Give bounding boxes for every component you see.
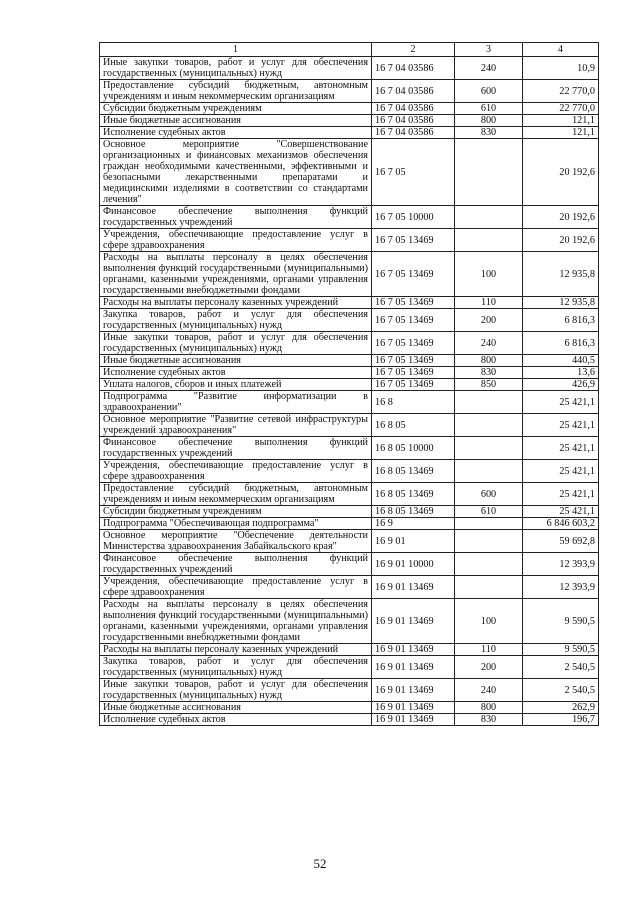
row-amount-cell: 9 590,5	[523, 644, 599, 656]
table-row	[100, 599, 599, 644]
row-expense-type-cell: 800	[455, 115, 523, 127]
row-name-cell: Иные бюджетные ассигнования	[100, 355, 372, 367]
row-code-cell: 16 9 01 13469	[372, 576, 455, 599]
row-expense-type-cell: 200	[455, 309, 523, 332]
row-amount-cell: 25 421,1	[523, 437, 599, 460]
table-row	[100, 206, 599, 229]
row-code-cell: 16 7 05 10000	[372, 206, 455, 229]
row-code-cell: 16 9 01 13469	[372, 656, 455, 679]
row-code-cell: 16 7 04 03586	[372, 57, 455, 80]
row-name-cell: Основное мероприятие "Совершенствование организационных и финансовых механизмов обеспечения граждан необходимыми качественными, эффективными и безопасными лекарственными препаратами и медицинскими изделиями в соответствии со стандартами лечения"	[100, 139, 372, 206]
row-name-cell: Расходы на выплаты персоналу в целях обеспечения выполнения функций государственными (муниципальными) органами, казенными учреждениями, органами управления государственными внебюджетными фондами	[100, 252, 372, 297]
row-name-cell: Основное мероприятие "Развитие сетевой инфраструктуры учреждений здравоохранения"	[100, 414, 372, 437]
row-expense-type-cell: 110	[455, 644, 523, 656]
row-name-cell: Предоставление субсидий бюджетным, автономным учреждениям и иным некоммерческим организациям	[100, 483, 372, 506]
row-expense-type-cell: 200	[455, 656, 523, 679]
row-name-cell: Исполнение судебных актов	[100, 367, 372, 379]
column-header: 2	[372, 43, 455, 57]
row-code-cell: 16 9 01 13469	[372, 599, 455, 644]
table-row	[100, 115, 599, 127]
table-row	[100, 506, 599, 518]
row-name-cell: Финансовое обеспечение выполнения функций государственных учреждений	[100, 437, 372, 460]
row-expense-type-cell: 610	[455, 103, 523, 115]
row-expense-type-cell	[455, 518, 523, 530]
row-code-cell: 16 9 01	[372, 530, 455, 553]
row-amount-cell: 121,1	[523, 127, 599, 139]
row-code-cell: 16 7 05 13469	[372, 229, 455, 252]
row-amount-cell: 426,9	[523, 379, 599, 391]
row-amount-cell: 25 421,1	[523, 460, 599, 483]
row-name-cell: Финансовое обеспечение выполнения функций государственных учреждений	[100, 206, 372, 229]
row-code-cell: 16 7 04 03586	[372, 115, 455, 127]
table-row	[100, 702, 599, 714]
row-amount-cell: 9 590,5	[523, 599, 599, 644]
table-row	[100, 139, 599, 206]
row-expense-type-cell	[455, 437, 523, 460]
row-name-cell: Подпрограмма "Развитие информатизации в здравоохранении"	[100, 391, 372, 414]
table-row	[100, 530, 599, 553]
row-expense-type-cell: 600	[455, 80, 523, 103]
row-amount-cell: 22 770,0	[523, 80, 599, 103]
row-code-cell: 16 9 01 13469	[372, 644, 455, 656]
row-expense-type-cell	[455, 414, 523, 437]
row-code-cell: 16 8	[372, 391, 455, 414]
row-amount-cell: 20 192,6	[523, 229, 599, 252]
row-name-cell: Расходы на выплаты персоналу казенных учреждений	[100, 297, 372, 309]
row-code-cell: 16 9 01 13469	[372, 714, 455, 726]
row-expense-type-cell	[455, 576, 523, 599]
row-code-cell: 16 8 05 13469	[372, 483, 455, 506]
row-name-cell: Закупка товаров, работ и услуг для обеспечения государственных (муниципальных) нужд	[100, 309, 372, 332]
table-row	[100, 367, 599, 379]
table-row	[100, 644, 599, 656]
table-row	[100, 553, 599, 576]
row-amount-cell: 20 192,6	[523, 206, 599, 229]
row-code-cell: 16 9 01 13469	[372, 702, 455, 714]
row-name-cell: Основное мероприятие "Обеспечение деятельности Министерства здравоохранения Забайкальского края"	[100, 530, 372, 553]
row-amount-cell: 59 692,8	[523, 530, 599, 553]
row-code-cell: 16 9 01 10000	[372, 553, 455, 576]
row-amount-cell: 12 935,8	[523, 297, 599, 309]
table-row	[100, 414, 599, 437]
row-name-cell: Иные закупки товаров, работ и услуг для обеспечения государственных (муниципальных) нужд	[100, 679, 372, 702]
row-name-cell: Расходы на выплаты персоналу казенных учреждений	[100, 644, 372, 656]
row-name-cell: Финансовое обеспечение выполнения функций государственных учреждений	[100, 553, 372, 576]
row-code-cell: 16 7 05 13469	[372, 379, 455, 391]
row-name-cell: Субсидии бюджетным учреждениям	[100, 506, 372, 518]
row-name-cell: Иные закупки товаров, работ и услуг для обеспечения государственных (муниципальных) нужд	[100, 57, 372, 80]
row-amount-cell: 6 816,3	[523, 332, 599, 355]
row-expense-type-cell: 800	[455, 702, 523, 714]
row-name-cell: Субсидии бюджетным учреждениям	[100, 103, 372, 115]
row-name-cell: Закупка товаров, работ и услуг для обеспечения государственных (муниципальных) нужд	[100, 656, 372, 679]
row-expense-type-cell: 100	[455, 252, 523, 297]
header-row	[100, 43, 599, 57]
row-code-cell: 16 7 04 03586	[372, 103, 455, 115]
budget-table	[99, 42, 599, 726]
row-code-cell: 16 7 05 13469	[372, 355, 455, 367]
row-name-cell: Исполнение судебных актов	[100, 127, 372, 139]
table-row	[100, 229, 599, 252]
column-header: 1	[100, 43, 372, 57]
row-expense-type-cell: 830	[455, 127, 523, 139]
table-row	[100, 103, 599, 115]
table-row	[100, 127, 599, 139]
row-expense-type-cell: 240	[455, 679, 523, 702]
row-expense-type-cell: 850	[455, 379, 523, 391]
row-code-cell: 16 7 05 13469	[372, 367, 455, 379]
row-name-cell: Расходы на выплаты персоналу в целях обеспечения выполнения функций государственными (муниципальными) органами, казенными учреждениями, органами управления государственными внебюджетными фондами	[100, 599, 372, 644]
row-code-cell: 16 7 05 13469	[372, 297, 455, 309]
row-expense-type-cell: 240	[455, 332, 523, 355]
table-row	[100, 391, 599, 414]
table-row	[100, 57, 599, 80]
row-expense-type-cell	[455, 229, 523, 252]
table-row	[100, 437, 599, 460]
row-amount-cell: 2 540,5	[523, 656, 599, 679]
row-code-cell: 16 8 05 10000	[372, 437, 455, 460]
table-row	[100, 714, 599, 726]
row-name-cell: Учреждения, обеспечивающие предоставление услуг в сфере здравоохранения	[100, 460, 372, 483]
row-name-cell: Иные бюджетные ассигнования	[100, 115, 372, 127]
row-name-cell: Подпрограмма "Обеспечивающая подпрограмма"	[100, 518, 372, 530]
row-amount-cell: 121,1	[523, 115, 599, 127]
column-header: 4	[523, 43, 599, 57]
table-row	[100, 460, 599, 483]
row-expense-type-cell	[455, 139, 523, 206]
table-row	[100, 80, 599, 103]
row-expense-type-cell: 830	[455, 367, 523, 379]
row-expense-type-cell	[455, 530, 523, 553]
table-row	[100, 518, 599, 530]
table-row	[100, 332, 599, 355]
row-code-cell: 16 7 05 13469	[372, 332, 455, 355]
row-amount-cell: 12 393,9	[523, 576, 599, 599]
row-amount-cell: 10,9	[523, 57, 599, 80]
table-row	[100, 297, 599, 309]
row-name-cell: Предоставление субсидий бюджетным, автономным учреждениям и иным некоммерческим организациям	[100, 80, 372, 103]
row-amount-cell: 6 846 603,2	[523, 518, 599, 530]
row-amount-cell: 196,7	[523, 714, 599, 726]
row-code-cell: 16 8 05 13469	[372, 460, 455, 483]
row-name-cell: Иные закупки товаров, работ и услуг для обеспечения государственных (муниципальных) нужд	[100, 332, 372, 355]
row-code-cell: 16 7 05	[372, 139, 455, 206]
table-row	[100, 379, 599, 391]
table-row	[100, 656, 599, 679]
row-amount-cell: 20 192,6	[523, 139, 599, 206]
table-row	[100, 576, 599, 599]
row-amount-cell: 25 421,1	[523, 506, 599, 518]
row-name-cell: Исполнение судебных актов	[100, 714, 372, 726]
row-name-cell: Учреждения, обеспечивающие предоставление услуг в сфере здравоохранения	[100, 576, 372, 599]
row-amount-cell: 12 393,9	[523, 553, 599, 576]
row-code-cell: 16 9 01 13469	[372, 679, 455, 702]
row-amount-cell: 440,5	[523, 355, 599, 367]
row-code-cell: 16 7 04 03586	[372, 127, 455, 139]
row-expense-type-cell: 610	[455, 506, 523, 518]
row-expense-type-cell: 240	[455, 57, 523, 80]
row-amount-cell: 13,6	[523, 367, 599, 379]
table-row	[100, 483, 599, 506]
row-amount-cell: 12 935,8	[523, 252, 599, 297]
table-row	[100, 252, 599, 297]
row-amount-cell: 25 421,1	[523, 483, 599, 506]
column-header: 3	[455, 43, 523, 57]
row-name-cell: Учреждения, обеспечивающие предоставление услуг в сфере здравоохранения	[100, 229, 372, 252]
row-expense-type-cell	[455, 553, 523, 576]
row-expense-type-cell: 100	[455, 599, 523, 644]
row-name-cell: Уплата налогов, сборов и иных платежей	[100, 379, 372, 391]
row-expense-type-cell: 110	[455, 297, 523, 309]
table-row	[100, 309, 599, 332]
row-expense-type-cell: 830	[455, 714, 523, 726]
row-amount-cell: 6 816,3	[523, 309, 599, 332]
row-expense-type-cell: 600	[455, 483, 523, 506]
page-number: 52	[313, 856, 327, 871]
row-code-cell: 16 7 05 13469	[372, 252, 455, 297]
row-code-cell: 16 8 05 13469	[372, 506, 455, 518]
row-code-cell: 16 9	[372, 518, 455, 530]
row-code-cell: 16 7 04 03586	[372, 80, 455, 103]
row-amount-cell: 2 540,5	[523, 679, 599, 702]
row-amount-cell: 262,9	[523, 702, 599, 714]
row-expense-type-cell: 800	[455, 355, 523, 367]
row-code-cell: 16 7 05 13469	[372, 309, 455, 332]
table-row	[100, 355, 599, 367]
table-body	[100, 57, 599, 726]
row-name-cell: Иные бюджетные ассигнования	[100, 702, 372, 714]
row-expense-type-cell	[455, 206, 523, 229]
row-amount-cell: 25 421,1	[523, 414, 599, 437]
row-amount-cell: 22 770,0	[523, 103, 599, 115]
row-amount-cell: 25 421,1	[523, 391, 599, 414]
row-code-cell: 16 8 05	[372, 414, 455, 437]
row-expense-type-cell	[455, 391, 523, 414]
row-expense-type-cell	[455, 460, 523, 483]
table-row	[100, 679, 599, 702]
